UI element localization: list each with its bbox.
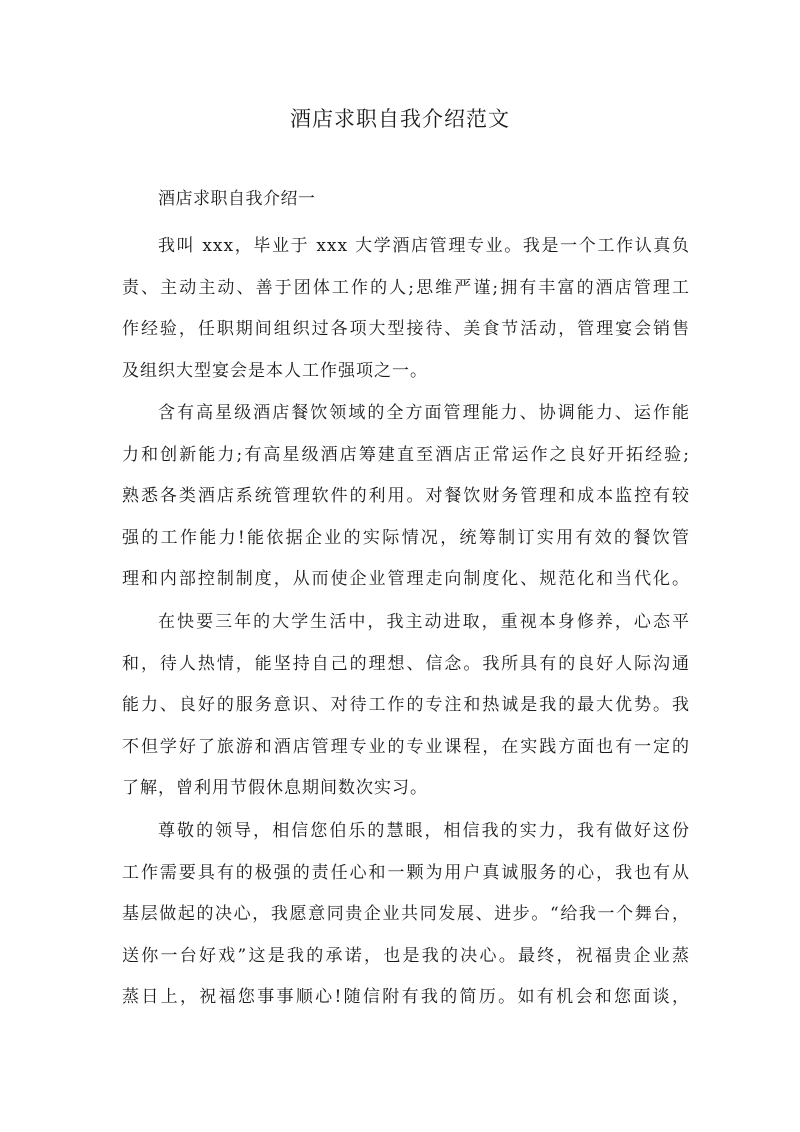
text-line: 责、主动主动、善于团体工作的人;思维严谨;拥有丰富的酒店管理工	[122, 277, 690, 298]
document-title: 酒店求职自我介绍范文	[290, 107, 510, 131]
paragraph-closing	[122, 811, 690, 1019]
text-line: 在快要三年的大学生活中，我主动进取，重视本身修养，心态平	[158, 612, 690, 632]
text-line: 送你一台好戏”这是我的承诺，也是我的决心。最终，祝福贵企业蒸	[122, 945, 690, 966]
text-line: 熟悉各类酒店系统管理软件的利用。对餐饮财务管理和成本监控有较	[122, 486, 690, 506]
text-line: 工作需要具有的极强的责任心和一颗为用户真诚服务的心，我也有从	[122, 862, 690, 883]
text-line: 不但学好了旅游和酒店管理专业的专业课程，在实践方面也有一定的	[122, 736, 690, 757]
paragraph-introduction	[122, 226, 690, 392]
text-line: 了解，曾利用节假休息期间数次实习。	[122, 778, 428, 798]
text-line: 我叫 xxx，毕业于 xxx 大学酒店管理专业。我是一个工作认真负	[158, 236, 690, 256]
paragraph-university-life	[122, 602, 690, 810]
text-line: 力和创新能力;有高星级酒店筹建直至酒店正常运作之良好开拓经验;	[122, 444, 690, 465]
text-line: 强的工作能力!能依据企业的实际情况，统筹制订实用有效的餐饮管	[122, 527, 690, 548]
text-line: 含有高星级酒店餐饮领域的全方面管理能力、协调能力、运作能	[158, 403, 690, 423]
paragraph-abilities	[122, 393, 690, 601]
text-line: 及组织大型宴会是本人工作强项之一。	[122, 360, 428, 381]
text-line: 能力、良好的服务意识、对待工作的专注和热诚是我的最大优势。我	[122, 695, 690, 715]
text-line: 蒸日上，祝福您事事顺心!随信附有我的简历。如有机会和您面谈，	[122, 987, 690, 1007]
text-line: 尊敬的领导，相信您伯乐的慧眼，相信我的实力，我有做好这份	[158, 821, 690, 841]
text-line: 和，待人热情，能坚持自己的理想、信念。我所具有的良好人际沟通	[122, 653, 690, 674]
text-line: 理和内部控制制度，从而使企业管理走向制度化、规范化和当代化。	[122, 569, 690, 589]
text-line: 基层做起的决心，我愿意同贵企业共同发展、进步。“给我一个舞台，	[122, 904, 690, 924]
section-heading: 酒店求职自我介绍一	[158, 189, 316, 209]
text-line: 作经验，任职期间组织过各项大型接待、美食节活动，管理宴会销售	[122, 319, 690, 339]
